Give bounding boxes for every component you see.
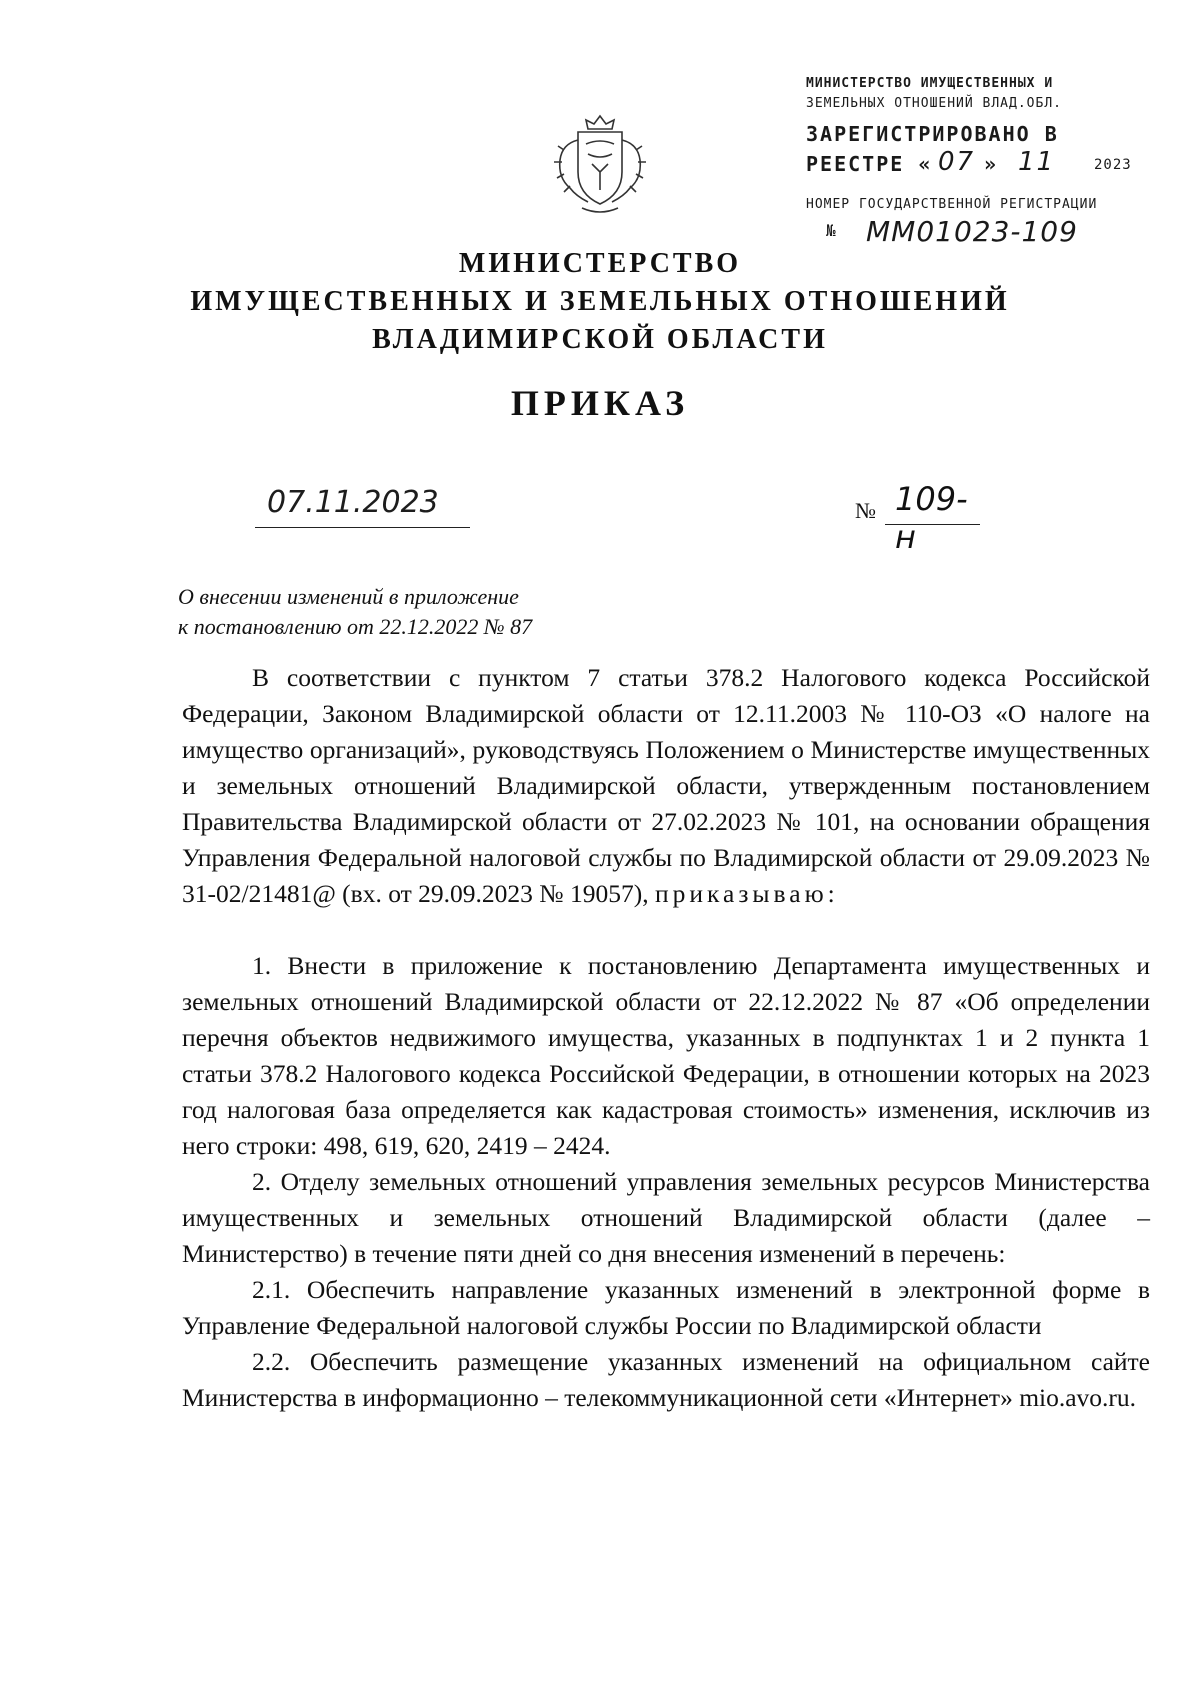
stamp-reg-year: 2023 bbox=[1094, 157, 1132, 173]
stamp-reg-number: ММ01023-109 bbox=[866, 214, 1078, 248]
paragraph-2: 2. Отделу земельных отношений управления земельных ресурсов Министерства имущественных и земельных отношений Владимирской области (далее – Министерство) в течение пяти дней со дня внесения изменений в перечень: bbox=[182, 1167, 1150, 1268]
header-line-2: ИМУЩЕСТВЕННЫХ И ЗЕМЕЛЬНЫХ ОТНОШЕНИЙ bbox=[190, 286, 1010, 317]
preamble-paragraph bbox=[182, 660, 1150, 912]
stamp-reestr-mid: » bbox=[984, 152, 999, 176]
coat-of-arms-icon bbox=[548, 110, 652, 218]
order-body bbox=[182, 660, 1150, 1416]
ministry-header bbox=[0, 245, 1200, 359]
subject-line-1: О внесении изменений в приложение bbox=[178, 584, 519, 609]
stamp-reestr-prefix: РЕЕСТРЕ « bbox=[806, 152, 933, 176]
order-date: 07.11.2023 bbox=[267, 485, 439, 520]
paragraph-1: 1. Внести в приложение к постановлению Департамента имущественных и земельных отношений Владимирской области от 22.12.2022 № 87 «Об определении перечня объектов недвижимого имущества, указанных в подпунктах 1 и 2 пункта 1 статьи 378.2 Налогового кодекса Российской Федерации, в отношении которых на 2023 год налоговая база определяется как кадастровая стоимость» изменения, исключив из него строки: 498, 619, 620, 2419 – 2424. bbox=[182, 951, 1150, 1160]
order-number-label: № bbox=[855, 498, 876, 523]
order-date-field bbox=[255, 487, 470, 528]
order-number-field bbox=[855, 480, 985, 556]
stamp-line-1: МИНИСТЕРСТВО ИМУЩЕСТВЕННЫХ И bbox=[806, 76, 1054, 91]
order-word: приказываю: bbox=[654, 879, 839, 908]
stamp-reg-day: 07 bbox=[938, 147, 976, 177]
order-number: 109-н bbox=[895, 480, 968, 556]
paragraph-2-2: 2.2. Обеспечить размещение указанных изменений на официальном сайте Министерства в информационно – телекоммуникационной сети «Интернет» mio.avo.ru. bbox=[182, 1347, 1150, 1412]
stamp-line-5: НОМЕР ГОСУДАРСТВЕННОЙ РЕГИСТРАЦИИ bbox=[806, 197, 1098, 212]
preamble-text: В соответствии с пунктом 7 статьи 378.2 Налогового кодекса Российской Федерации, Законом Владимирской области от 12.11.2003 № 110-ОЗ «О налоге на имущество организаций», руководствуясь Положением о Министерстве имущественных и земельных отношений Владимирской области, утвержденным постановлением Правительства Владимирской области от 27.02.2023 № 101, на основании обращения Управления Федеральной налоговой службы по Владимирской области от 29.09.2023 № 31-02/21481@ (вх. от 29.09.2023 № 19057), bbox=[182, 663, 1150, 908]
header-line-3: ВЛАДИМИРСКОЙ ОБЛАСТИ bbox=[372, 324, 828, 355]
stamp-line-2: ЗЕМЕЛЬНЫХ ОТНОШЕНИЙ ВЛАД.ОБЛ. bbox=[806, 95, 1062, 111]
header-line-1: МИНИСТЕРСТВО bbox=[458, 248, 742, 279]
paragraph-2-1: 2.1. Обеспечить направление указанных изменений в электронной форме в Управление Федеральной налоговой службы России по Владимирской области bbox=[182, 1275, 1150, 1340]
registration-stamp bbox=[806, 74, 1166, 251]
stamp-registry-row bbox=[806, 149, 1166, 179]
document-title: ПРИКАЗ bbox=[510, 383, 690, 423]
order-subject bbox=[178, 582, 638, 642]
stamp-number-sign: № bbox=[826, 220, 837, 240]
subject-line-2: к постановлению от 22.12.2022 № 87 bbox=[178, 614, 533, 639]
stamp-line-3: ЗАРЕГИСТРИРОВАНО В bbox=[806, 122, 1059, 146]
stamp-reg-month: 11 bbox=[1018, 147, 1056, 177]
